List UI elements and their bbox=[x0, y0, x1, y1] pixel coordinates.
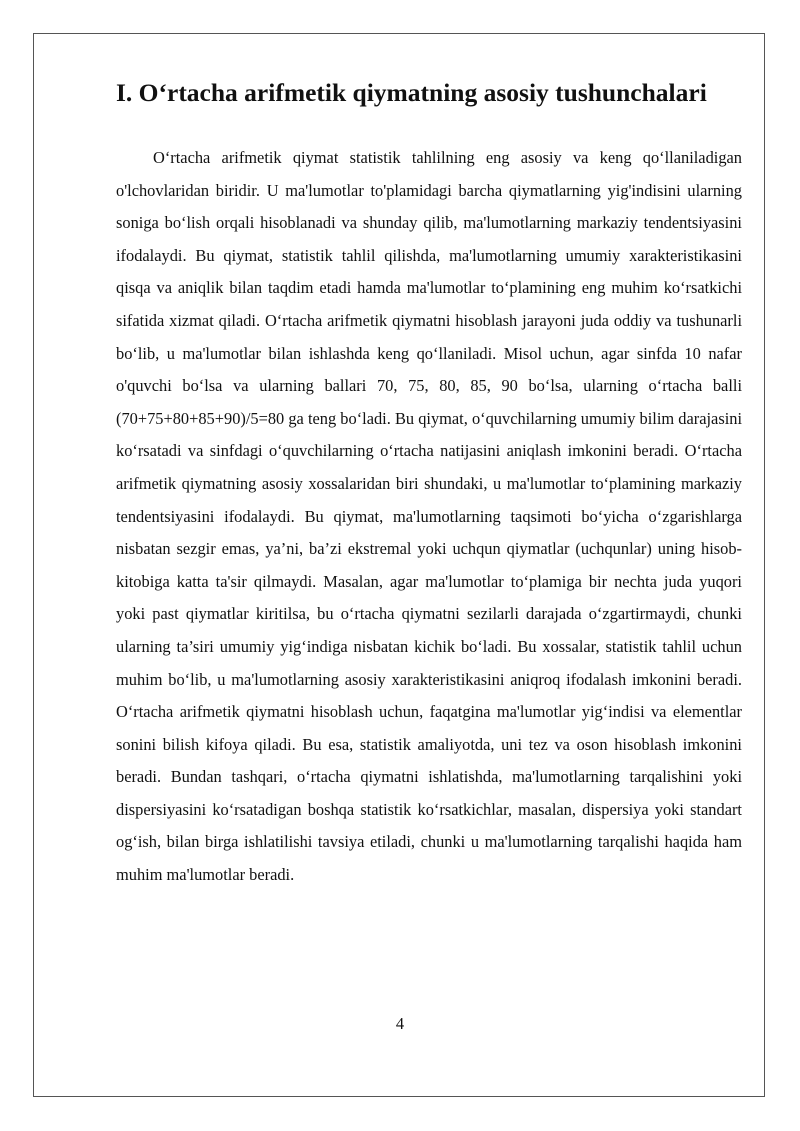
page-number: 4 bbox=[395, 1014, 405, 1033]
section-title: I. O‘rtacha arifmetik qiymatning asosiy tushunchalari bbox=[116, 78, 707, 107]
body-paragraph: O‘rtacha arifmetik qiymat statistik tahlilning eng asosiy va keng qo‘llaniladigan o'lchovlaridan biridir. U ma'lumotlar to'plamidagi barcha qiymatlarning yig'indisini ularning soniga bo‘lish orqali hisoblanadi va shunday qilib, ma'lumotlarning markaziy tendentsiyasini ifodalaydi. Bu qiymat, statistik tahlil qilishda, ma'lumotlarning umumiy xarakteristikasini qisqa va aniqlik bilan taqdim etadi hamda ma'lumotlar to‘plamining eng muhim ko‘rsatkichi sifatida xizmat qiladi. O‘rtacha arifmetik qiymatni hisoblash jarayoni juda oddiy va tushunarli bo‘lib, u ma'lumotlar bilan ishlashda keng qo‘llaniladi. Misol uchun, agar sinfda 10 nafar o'quvchi bo‘lsa va ularning ballari 70, 75, 80, 85, 90 bo‘lsa, ularning o‘rtacha balli (70+75+80+85+90)/5=80 ga teng bo‘ladi. Bu qiymat, o‘quvchilarning umumiy bilim darajasini ko‘rsatadi va sinfdagi o‘quvchilarning o‘rtacha natijasini aniqlash imkonini beradi. O‘rtacha arifmetik qiymatning asosiy xossalaridan biri shundaki, u ma'lumotlar to‘plamining markaziy tendentsiyasini ifodalaydi. Bu qiymat, ma'lumotlarning taqsimoti bo‘yicha o‘zgarishlarga nisbatan sezgir emas, ya’ni, ba’zi ekstremal yoki uchqun qiymatlar (uchqunlar) uning hisob-kitobiga katta ta'sir qilmaydi. Masalan, agar ma'lumotlar to‘plamiga bir nechta juda yuqori yoki past qiymatlar kiritilsa, bu o‘rtacha qiymatni sezilarli darajada o‘zgartirmaydi, chunki ularning ta’siri umumiy yig‘indiga nisbatan kichik bo‘ladi. Bu xossalar, statistik tahlil uchun muhim bo‘lib, u ma'lumotlarning asosiy xarakteristikasini aniqroq ifodalash imkonini beradi. O‘rtacha arifmetik qiymatni hisoblash uchun, faqatgina ma'lumotlar yig‘indisi va elementlar sonini bilish kifoya qiladi. Bu esa, statistik amaliyotda, uni tez va oson hisoblash imkonini beradi. Bundan tashqari, o‘rtacha qiymatni ishlatishda, ma'lumotlarning tarqalishini yoki dispersiyasini ko‘rsatadigan boshqa statistik ko‘rsatkichlar, masalan, dispersiya yoki standart og‘ish, bilan birga ishlatilishi tavsiya etiladi, chunki u ma'lumotlarning tarqalishi haqida ham muhim ma'lumotlar beradi. bbox=[116, 148, 742, 885]
